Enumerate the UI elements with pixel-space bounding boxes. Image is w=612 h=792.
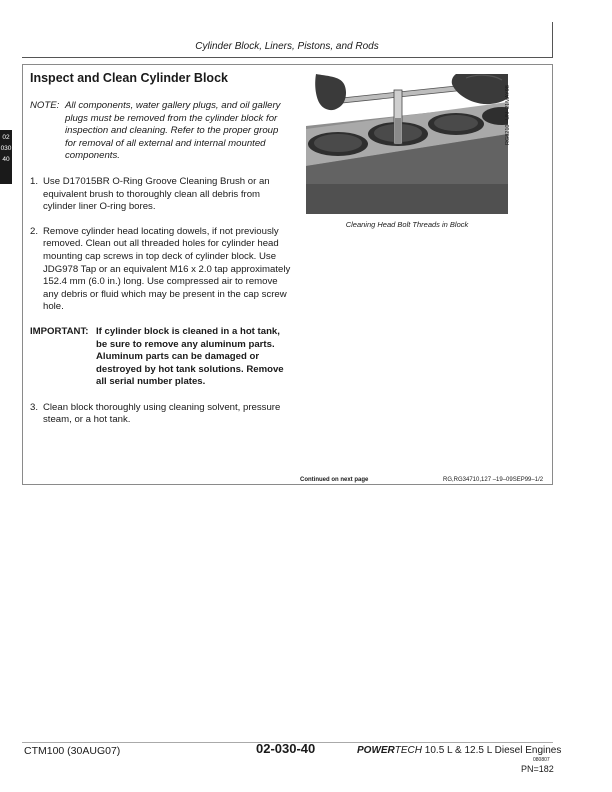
step-item [30,226,292,314]
note-text: All components, water gallery plugs, and oil gallery plugs must be removed from the cylinder block for inspection and cleaning. Refer to the proper group for removal of all external and internal mounted components. [65,100,281,162]
engine-names: 10.5 L & 12.5 L Diesel Engines [422,745,562,756]
page-pn: PN=182 [521,764,554,774]
step-number: 3. [30,401,39,413]
continued-note: Continued on next page [300,477,369,483]
side-tab-line: 030 [0,145,12,152]
footer-date-code: 080807 [533,757,550,763]
page-number: 02-030-40 [256,741,316,756]
section-side-tab [0,130,12,184]
step-item [30,176,292,214]
cylinder-block-photo [306,74,508,214]
instruction-column [30,100,292,439]
step-number: 2. [30,225,39,237]
header-divider-vertical [552,22,553,58]
brand-tech: TECH [394,745,423,756]
section-title: Inspect and Clean Cylinder Block [30,71,228,85]
note-label: NOTE: [30,100,60,111]
side-tab-line: 02 [2,134,10,141]
engine-title [357,745,561,756]
figure-code: RG8210 –UN–21MAY98 [505,85,511,145]
header-divider [22,57,553,58]
step-number: 1. [30,175,39,187]
step-text: Use D17015BR O-Ring Groove Cleaning Brush or an equivalent brush to thoroughly clean all debris from cylinder liner O-ring bores. [43,175,270,213]
important-text: If cylinder block is cleaned in a hot tank, be sure to remove any aluminum parts. Aluminum parts can be damaged or destroyed by hot tank solutions. Remove all serial number plates. [96,325,284,388]
brand-power: POWER [357,745,395,756]
note-block [30,100,292,163]
step-text: Remove cylinder head locating dowels, if not previously removed. Clean out all threaded holes for cylinder head mounting cap screws in top deck of cylinder block. Use JDG978 Tap or an equivalent M16 x 2.0 tap approximately 152.4 mm (6.0 in.) long. Use compressed air to remove any debris or fluid which may be present in the cap screw hole. [43,225,291,313]
manual-id: CTM100 (30AUG07) [24,745,121,757]
important-label: IMPORTANT: [30,325,89,337]
step-text: Clean block thoroughly using cleaning solvent, pressure steam, or a hot tank. [43,401,281,426]
reference-code: RG,RG34710,127 –19–09SEP99–1/2 [443,477,544,483]
figure-caption: Cleaning Head Bolt Threads in Block [345,220,469,229]
important-block [30,326,292,389]
side-tab-line: 40 [2,156,10,163]
step-item [30,402,292,427]
page-header-title: Cylinder Block, Liners, Pistons, and Rods [195,41,379,52]
